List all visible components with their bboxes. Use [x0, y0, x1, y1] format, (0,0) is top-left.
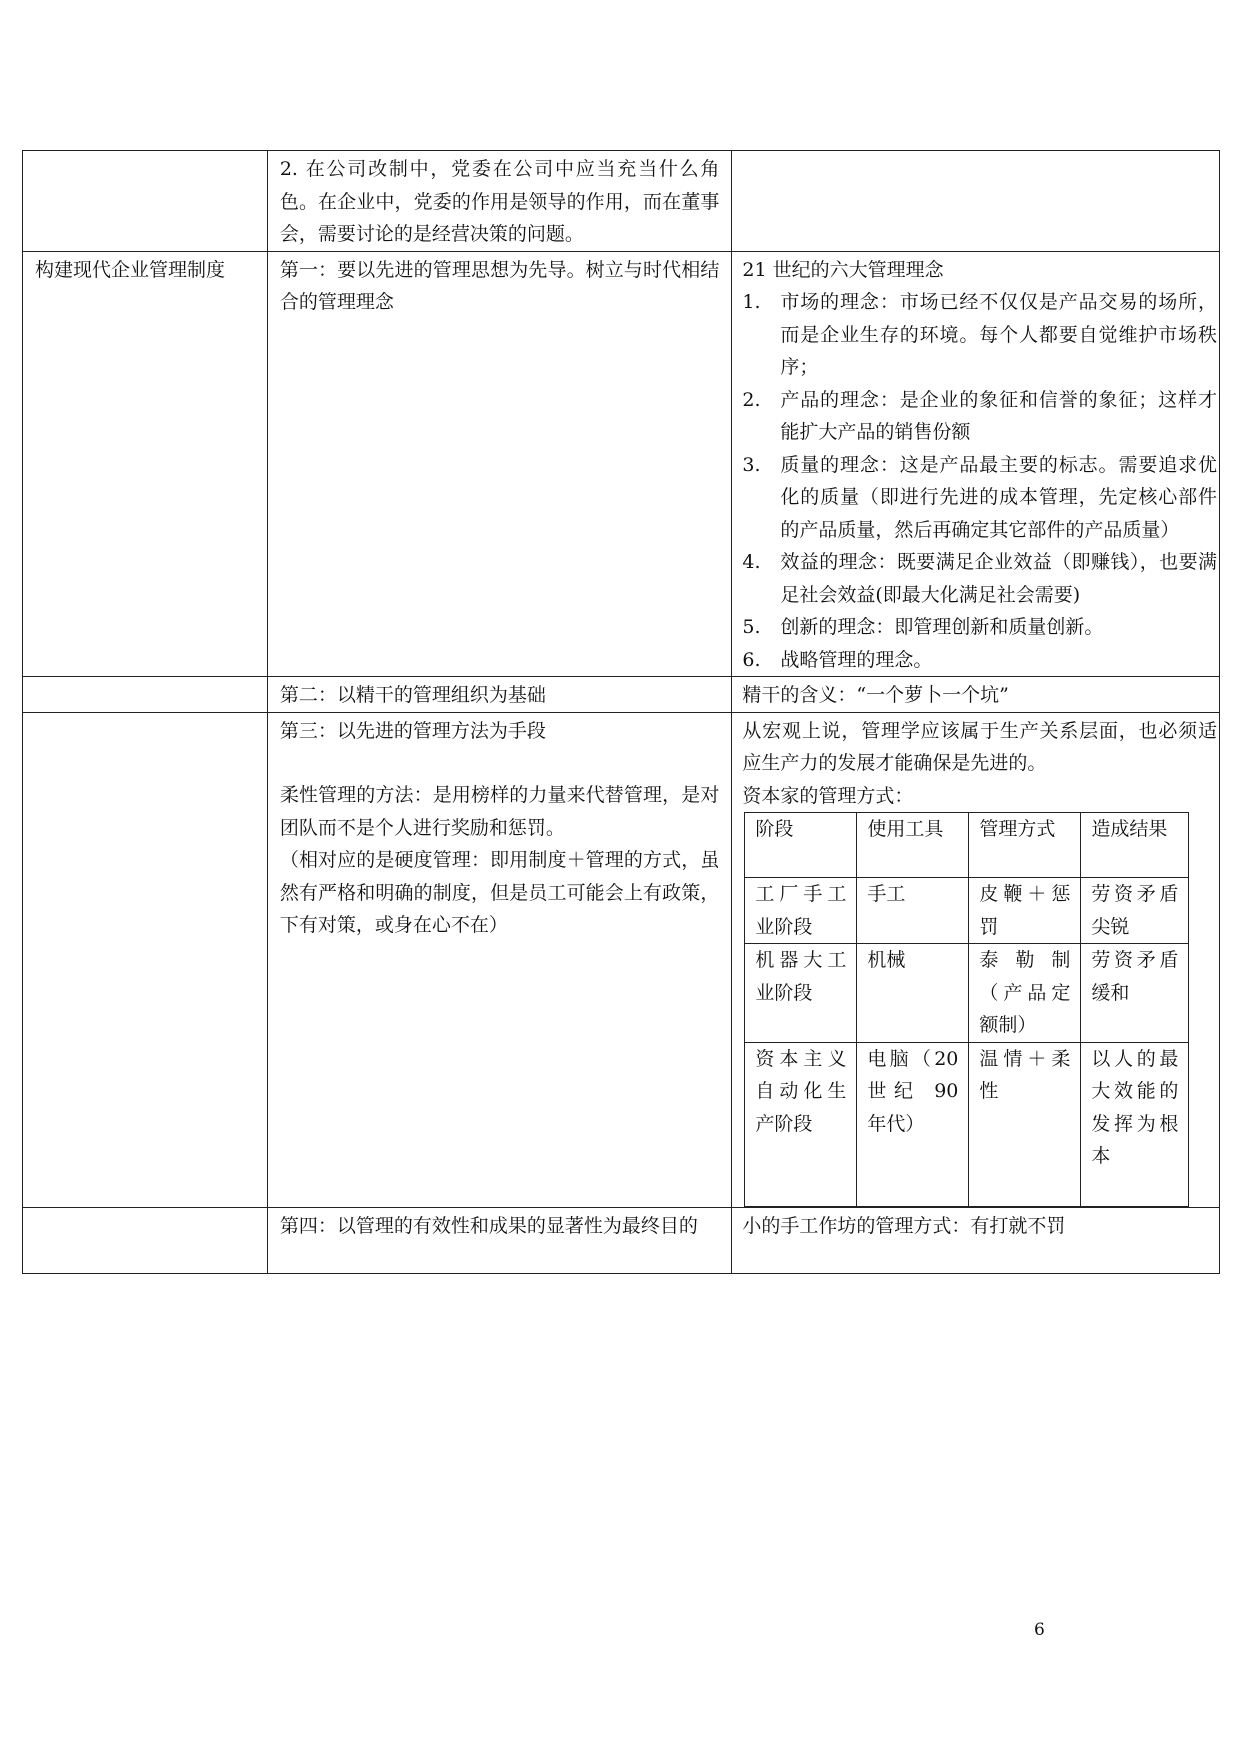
ideas-title: 21 世纪的六大管理理念 [742, 258, 944, 281]
list-text: 质量的理念：这是产品最主要的标志。需要追求优化的质量（即进行先进的成本管理，先定核心部件的产品质量，然后再确定其它部件的产品质量） [780, 453, 1217, 541]
table-cell: 机器大工业阶段 [745, 944, 857, 1043]
table-header-row [745, 813, 1189, 878]
list-text: 创新的理念：即管理创新和质量创新。 [780, 616, 1104, 638]
table-row [745, 878, 1189, 944]
management-stages-table [744, 812, 1189, 1207]
list-item [742, 286, 1217, 384]
list-number: 5. [742, 616, 761, 638]
list-number: 2. [742, 388, 761, 411]
list-text: 效益的理念：既要满足企业效益（即赚钱），也要满足社会效益(即最大化满足社会需要) [780, 551, 1217, 606]
column-header: 造成结果 [1081, 813, 1189, 878]
table-cell: 劳资矛盾缓和 [1081, 944, 1189, 1043]
table-row [23, 712, 1220, 1207]
list-item [742, 546, 1217, 611]
row-detail-cell: 小的手工作坊的管理方式：有打就不罚 [732, 1207, 1220, 1273]
paragraph: （相对应的是硬度管理：即用制度＋管理的方式，虽然有严格和明确的制度，但是员工可能会上有政策，下有对策，或身在心不在） [279, 849, 720, 936]
table-row [23, 677, 1220, 713]
row-topic-cell [23, 677, 268, 713]
paragraph: 柔性管理的方法：是用榜样的力量来代替管理，是对团队而不是个人进行奖励和惩罚。 [279, 784, 720, 839]
table-row [745, 1042, 1189, 1206]
list-item [742, 611, 1217, 644]
row-point-cell: 第一：要以先进的管理思想为先导。树立与时代相结合的管理理念 [267, 251, 732, 677]
row-point-cell: 第二：以精干的管理组织为基础 [267, 677, 732, 713]
row-point-cell [267, 712, 732, 1207]
table-cell: 劳资矛盾尖锐 [1081, 878, 1189, 944]
list-item [742, 384, 1217, 449]
table-cell: 温情＋柔性 [969, 1042, 1081, 1206]
table-cell: 电脑（20 世纪 90 年代） [857, 1042, 969, 1206]
row-detail-cell [732, 712, 1220, 1207]
table-cell: 以人的最大效能的发挥为根本 [1081, 1042, 1189, 1206]
table-row [23, 1207, 1220, 1273]
row-topic-cell [23, 151, 268, 252]
row-point-cell: 第四：以管理的有效性和成果的显著性为最终目的 [267, 1207, 732, 1273]
table-cell: 手工 [857, 878, 969, 944]
list-text: 产品的理念：是企业的象征和信誉的象征；这样才能扩大产品的销售份额 [780, 388, 1217, 443]
column-header: 使用工具 [857, 813, 969, 878]
table-cell: 皮鞭＋惩罚 [969, 878, 1081, 944]
ideas-list [742, 286, 1217, 676]
table-cell: 资本主义自动化生产阶段 [745, 1042, 857, 1206]
list-number: 6. [742, 648, 761, 671]
paragraph: 第三：以先进的管理方法为手段 [279, 719, 546, 742]
row-topic-cell [23, 1207, 268, 1273]
paragraph: 资本家的管理方式： [742, 784, 914, 807]
list-number: 3. [742, 453, 761, 476]
table-row [745, 944, 1189, 1043]
table-row [23, 251, 1220, 677]
list-number: 4. [742, 551, 761, 573]
list-text: 战略管理的理念。 [780, 648, 933, 671]
table-row [23, 151, 1220, 252]
page-number: 6 [1034, 1620, 1045, 1640]
row-detail-cell [732, 251, 1220, 677]
table-cell: 工厂手工业阶段 [745, 878, 857, 944]
table-cell: 泰勒制（产品定额制） [969, 944, 1081, 1043]
row-point-cell: 2. 在公司改制中，党委在公司中应当充当什么角色。在企业中，党委的作用是领导的作用，而在董事会，需要讨论的是经营决策的问题。 [267, 151, 732, 252]
row-topic-cell: 构建现代企业管理制度 [23, 251, 268, 677]
column-header: 阶段 [745, 813, 857, 878]
list-item [742, 644, 1217, 677]
row-topic-cell [23, 712, 268, 1207]
paragraph: 从宏观上说，管理学应该属于生产关系层面，也必须适应生产力的发展才能确保是先进的。 [742, 719, 1217, 774]
list-item [742, 449, 1217, 547]
notes-table [22, 150, 1220, 1274]
list-number: 1. [742, 291, 761, 313]
list-text: 市场的理念：市场已经不仅仅是产品交易的场所，而是企业生存的环境。每个人都要自觉维护市场秩序； [780, 291, 1217, 378]
row-detail-cell: 精干的含义：“一个萝卜一个坑” [732, 677, 1220, 713]
row-detail-cell [732, 151, 1220, 252]
table-cell: 机械 [857, 944, 969, 1043]
column-header: 管理方式 [969, 813, 1081, 878]
